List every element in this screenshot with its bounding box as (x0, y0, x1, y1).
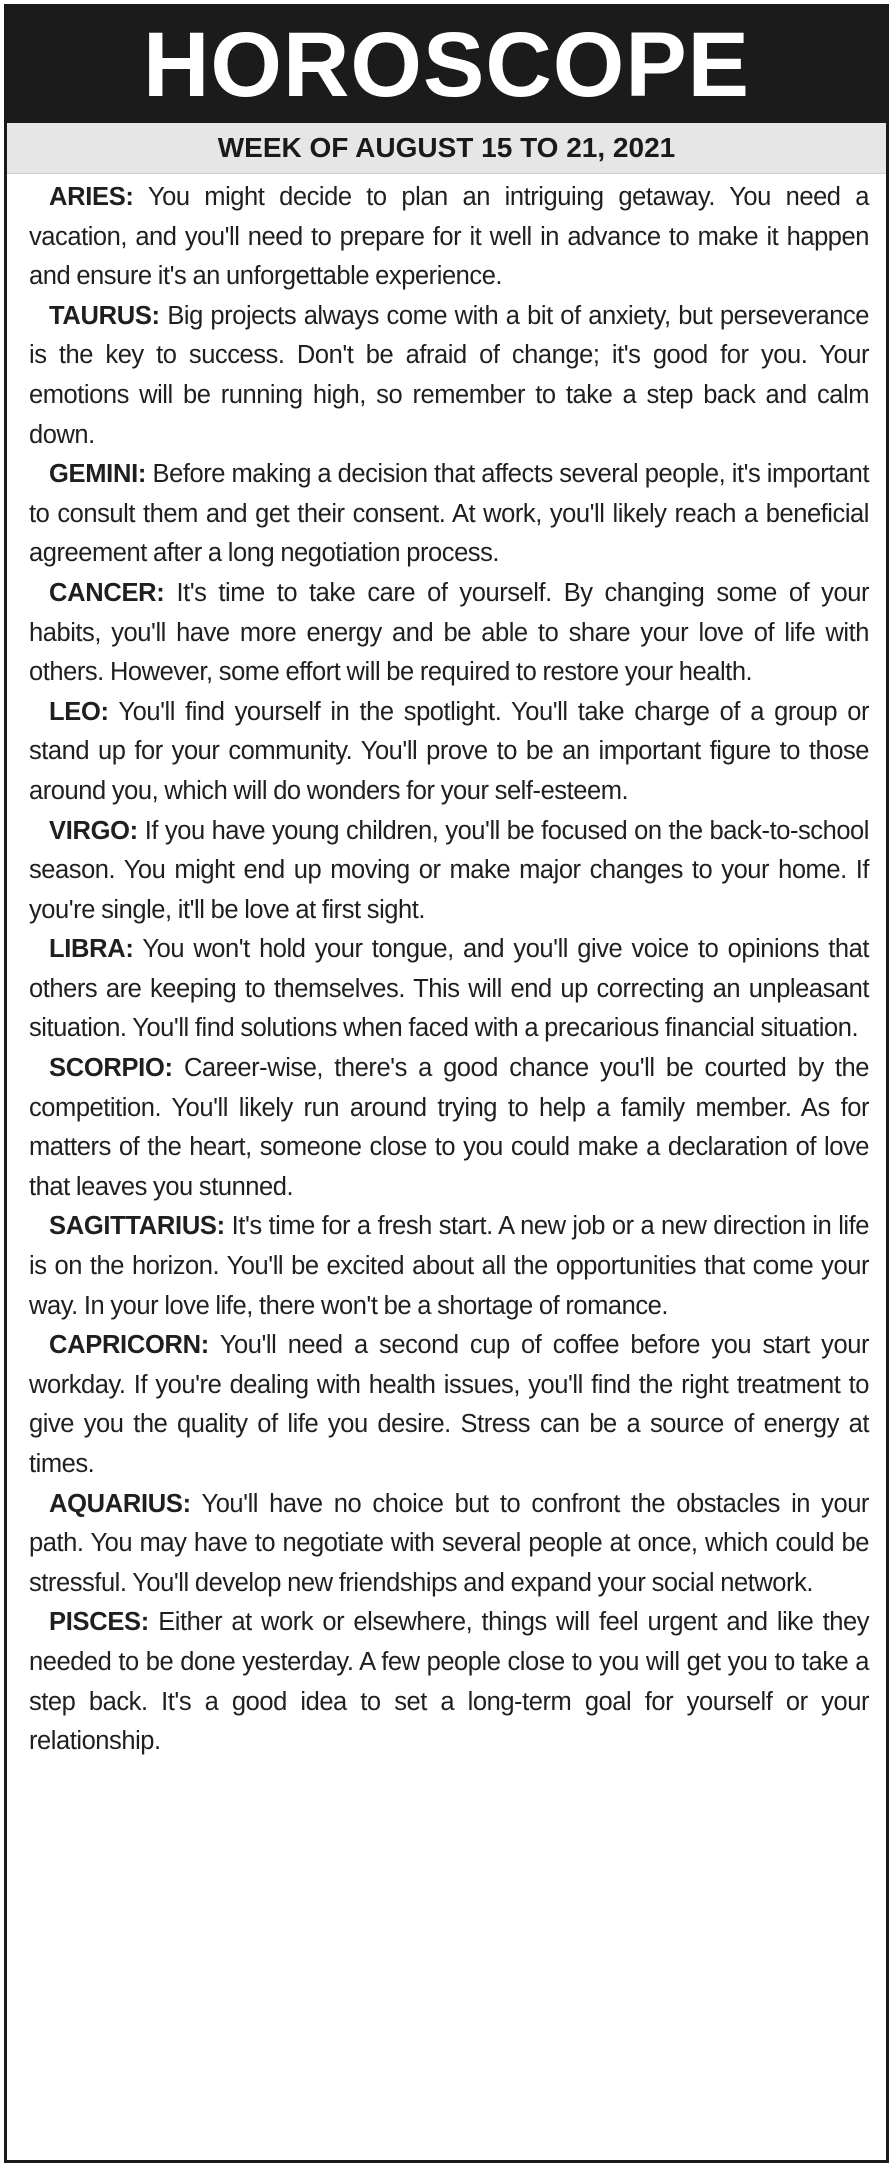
sign-text: You won't hold your tongue, and you'll give voice to opinions that others are keeping to themselves. This will end up correcting an unpleasant situation. You'll find solutions when faced with a precarious financial situation. (29, 935, 869, 1043)
entry-libra (29, 930, 869, 1049)
sign-name: SCORPIO: (49, 1054, 173, 1083)
sign-text: Before making a decision that affects several people, it's important to consult them and get their consent. At work, you'll likely reach a beneficial agreement after a long negotiation process. (29, 460, 870, 568)
week-bar (7, 123, 886, 174)
horoscope-column (4, 4, 889, 2163)
entry-aquarius (29, 1485, 869, 1604)
sign-text: You'll find yourself in the spotlight. You'll take charge of a group or stand up for your community. You'll prove to be an important figure to those around you, which will do wonders for your self-esteem. (29, 697, 869, 805)
entry-capricorn (29, 1326, 869, 1484)
entry-leo (29, 693, 869, 812)
sign-name: PISCES: (49, 1608, 149, 1637)
sign-text: You'll need a second cup of coffee before you start your workday. If you're dealing with health issues, you'll find the right treatment to give you the quality of life you desire. Stress can be a source of energy at times. (29, 1331, 869, 1478)
sign-text: Career-wise, there's a good chance you'll be courted by the competition. You'll likely run around trying to help a family member. As for matters of the heart, someone close to you could make a declaration of love that leaves you stunned. (29, 1054, 870, 1201)
sign-name: CANCER: (49, 578, 165, 607)
page-title: HOROSCOPE (142, 14, 751, 116)
entry-aries (29, 178, 869, 297)
sign-name: LEO: (49, 697, 109, 726)
entry-virgo (29, 812, 869, 931)
sign-name: ARIES: (49, 183, 134, 211)
sign-text: It's time to take care of yourself. By changing some of your habits, you'll have more energy and be able to share your love of life with others. However, some effort will be required to restore your health. (29, 578, 869, 687)
horoscope-entries (7, 174, 886, 1762)
title-banner (7, 7, 886, 123)
entry-taurus (29, 297, 869, 455)
sign-name: VIRGO: (49, 816, 138, 845)
sign-text: You'll have no choice but to confront the obstacles in your path. You may have to negotiate with several people at once, which could be stressful. You'll develop new friendships and expand your social network. (29, 1489, 869, 1597)
sign-name: LIBRA: (49, 935, 134, 964)
entry-sagittarius (29, 1207, 869, 1326)
sign-text: If you have young children, you'll be focused on the back-to-school season. You might end up moving or make major changes to your home. If you're single, it'll be love at first sight. (29, 816, 870, 924)
entry-scorpio (29, 1049, 869, 1207)
sign-name: CAPRICORN: (49, 1331, 209, 1360)
sign-text: You might decide to plan an intriguing getaway. You need a vacation, and you'll need to prepare for it well in advance to make it happen and ensure it's an unforgettable experience. (29, 183, 869, 291)
sign-name: SAGITTARIUS: (49, 1212, 225, 1241)
entry-cancer (29, 574, 869, 693)
sign-name: GEMINI: (49, 460, 147, 489)
sign-name: AQUARIUS: (49, 1489, 191, 1518)
sign-text: It's time for a fresh start. A new job or a new direction in life is on the horizon. You'll be excited about all the opportunities that come your way. In your love life, there won't be a shortage of romance. (29, 1212, 869, 1320)
entry-gemini (29, 455, 869, 574)
week-label: WEEK OF AUGUST 15 TO 21, 2021 (217, 132, 676, 163)
entry-pisces (29, 1603, 869, 1761)
sign-name: TAURUS: (49, 301, 160, 330)
sign-text: Big projects always come with a bit of anxiety, but perseverance is the key to success. Don't be afraid of change; it's good for you. Your emotions will be running high, so remember to take a step back and calm down. (29, 301, 869, 449)
sign-text: Either at work or elsewhere, things will feel urgent and like they needed to be done yesterday. A few people close to you will get you to take a step back. It's a good idea to set a long-term goal for yourself or your relationship. (29, 1608, 870, 1756)
